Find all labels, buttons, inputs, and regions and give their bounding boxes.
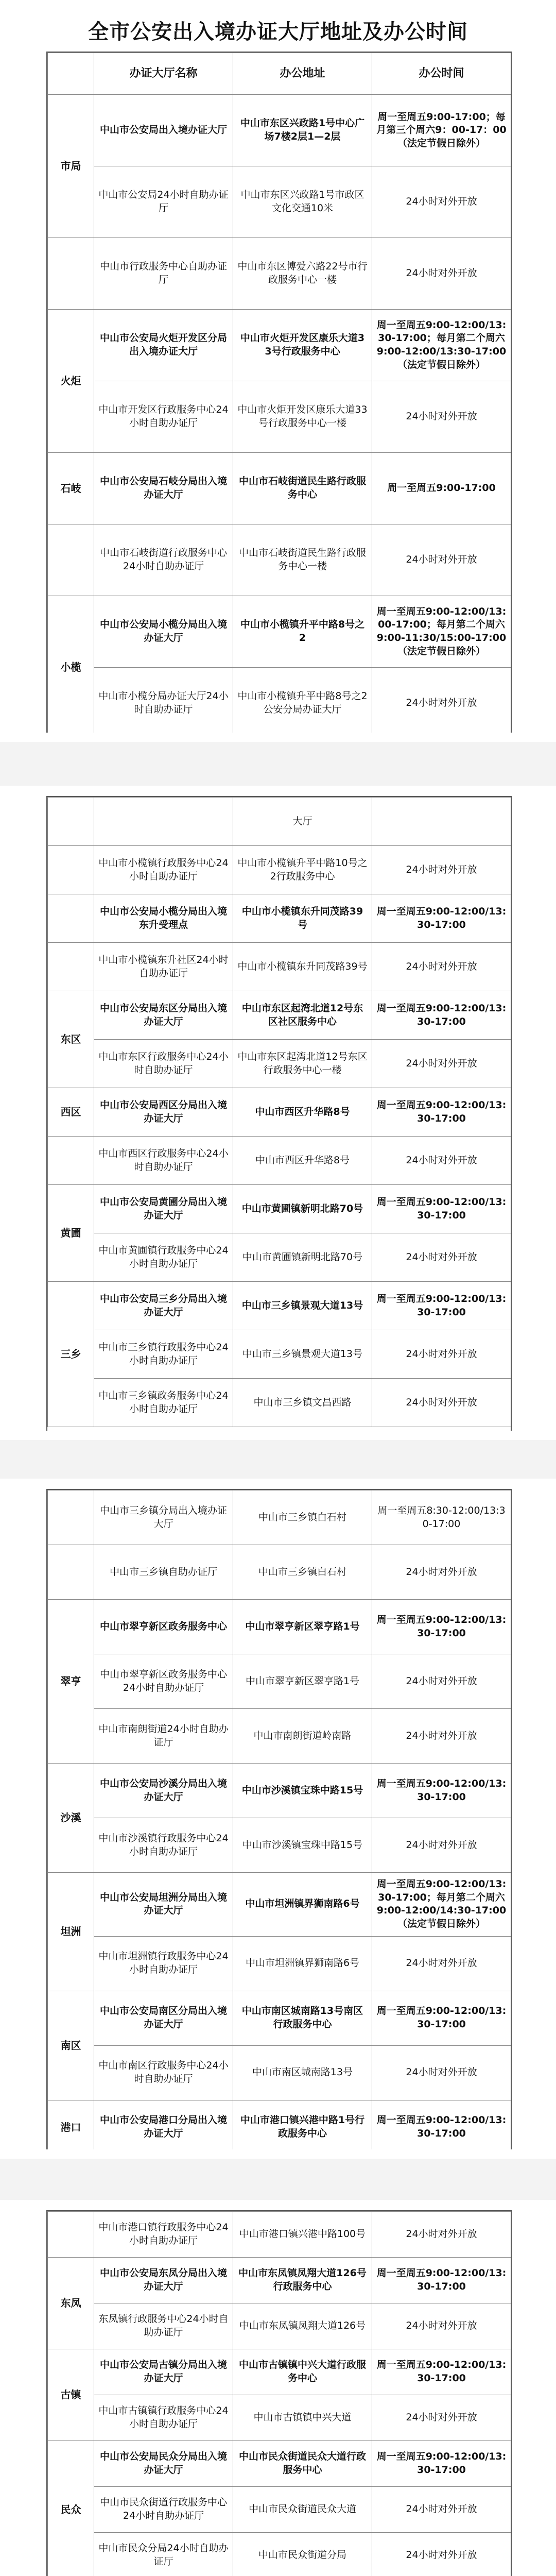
address-cell: 中山市民众街道民众大道: [233, 2487, 372, 2533]
hours-cell: 24小时对外开放: [372, 2045, 511, 2100]
table-row: [48, 1545, 511, 1600]
district-cell: 黄圃: [48, 1185, 94, 1282]
district-cell: 东凤: [48, 2258, 94, 2349]
address-cell: 中山市民众街道民众大道行政服务中心: [233, 2441, 372, 2487]
address-table-page: [46, 2210, 512, 2576]
address-cell: 中山市东区博爱六路22号市行政服务中心一楼: [233, 238, 372, 310]
hours-cell: 周一至周五9:00-12:00/13:30-17:00；每月第二个周六9:00-12:00/13:30-17:00（法定节假日除外）: [372, 310, 511, 381]
hall-name-cell: 中山市公安局黄圃分局出入境办证大厅: [94, 1185, 233, 1233]
address-cell: 中山市西区升华路8号: [233, 1137, 372, 1185]
hours-cell: 24小时对外开放: [372, 1936, 511, 1991]
table-row: [48, 894, 511, 943]
address-cell: 中山市小榄镇升平中路8号之2: [233, 596, 372, 668]
table-row: [48, 1088, 511, 1137]
address-cell: 中山市火炬开发区康乐大道33号行政服务中心一楼: [233, 381, 372, 453]
hall-name-cell: 中山市公安局24小时自助办证厅: [94, 166, 233, 238]
district-cell: [48, 894, 94, 943]
address-cell: 中山市石岐街道民生路行政服务中心: [233, 453, 372, 524]
page-separator: [0, 1440, 556, 1479]
hours-cell: [372, 798, 511, 846]
table-row: [48, 2395, 511, 2441]
address-cell: 中山市黄圃镇新明北路70号: [233, 1233, 372, 1282]
hours-cell: 周一至周五9:00-12:00/13:00-17:00；每月第二个周六9:00-11:30/15:00-17:00（法定节假日除外）: [372, 596, 511, 668]
column-header: 办公时间: [372, 53, 511, 95]
district-cell: [48, 846, 94, 894]
table-row: [48, 1600, 511, 1654]
hall-name-cell: 中山市公安局三乡分局出入境办证大厅: [94, 1282, 233, 1330]
column-header: 办证大厅名称: [94, 53, 233, 95]
hours-cell: 24小时对外开放: [372, 2487, 511, 2533]
district-cell: [48, 943, 94, 991]
address-cell: 中山市小榄镇升平中路10号之2行政服务中心: [233, 846, 372, 894]
address-cell: 中山市古镇镇中兴大道: [233, 2395, 372, 2441]
district-cell: [48, 1137, 94, 1185]
district-cell: [48, 238, 94, 310]
hours-cell: 24小时对外开放: [372, 668, 511, 733]
hours-cell: 周一至周五9:00-12:00/13:30-17:00: [372, 2441, 511, 2487]
address-cell: 中山市沙溪镇宝珠中路15号: [233, 1818, 372, 1873]
hours-cell: 24小时对外开放: [372, 2395, 511, 2441]
district-cell: [48, 524, 94, 596]
district-cell: 沙溪: [48, 1764, 94, 1873]
hall-name-cell: [94, 798, 233, 846]
address-cell: 中山市民众街道分局: [233, 2533, 372, 2576]
hall-name-cell: 中山市三乡镇政务服务中心24小时自助办证厅: [94, 1379, 233, 1427]
hall-name-cell: 东凤镇行政服务中心24小时自助办证厅: [94, 2303, 233, 2349]
address-table: [47, 53, 511, 733]
address-cell: 中山市古镇镇中兴大道行政服务中心: [233, 2349, 372, 2395]
hall-name-cell: 中山市公安局小榄分局出入境东升受理点: [94, 894, 233, 943]
hall-name-cell: 中山市公安局沙溪分局出入境办证大厅: [94, 1764, 233, 1818]
district-cell: [48, 2212, 94, 2258]
table-row: [48, 2441, 511, 2487]
hall-name-cell: 中山市港口镇行政服务中心24小时自助办证厅: [94, 2212, 233, 2258]
district-cell: [48, 1490, 94, 1545]
hall-name-cell: 中山市翠亨新区政务服务中心24小时自助办证厅: [94, 1654, 233, 1709]
address-cell: 大厅: [233, 798, 372, 846]
hall-name-cell: 中山市小榄分局办证大厅24小时自助办证厅: [94, 668, 233, 733]
address-cell: 中山市小榄镇东升同茂路39号: [233, 943, 372, 991]
district-cell: 三乡: [48, 1282, 94, 1427]
hours-cell: 周一至周五9:00-12:00/13:30-17:00: [372, 1088, 511, 1137]
district-cell: 东区: [48, 991, 94, 1088]
hall-name-cell: 中山市开发区行政服务中心24小时自助办证厅: [94, 381, 233, 453]
district-cell: 石岐: [48, 453, 94, 524]
hall-name-cell: 中山市公安局东凤分局出入境办证大厅: [94, 2258, 233, 2303]
hours-cell: 24小时对外开放: [372, 846, 511, 894]
table-row: [48, 166, 511, 238]
table-row: [48, 95, 511, 166]
table-row: [48, 2303, 511, 2349]
table-row: [48, 310, 511, 381]
hours-cell: 周一至周五9:00-17:00: [372, 453, 511, 524]
address-cell: 中山市翠亨新区翠亨路1号: [233, 1600, 372, 1654]
table-row: [48, 1233, 511, 1282]
district-cell: 翠亨: [48, 1600, 94, 1764]
address-cell: 中山市三乡镇白石村: [233, 1490, 372, 1545]
hours-cell: 周一至周五9:00-17:00；每月第三个周六9：00-17：00（法定节假日除外）: [372, 95, 511, 166]
table-row: [48, 2100, 511, 2149]
hours-cell: 24小时对外开放: [372, 1330, 511, 1379]
table-row: [48, 1764, 511, 1818]
table-row: [48, 453, 511, 524]
hours-cell: 周一至周五9:00-12:00/13:30-17:00；每月第二个周六9:00-12:00/14:30-17:00（法定节假日除外）: [372, 1873, 511, 1937]
district-cell: 港口: [48, 2100, 94, 2149]
page-separator: [0, 2159, 556, 2200]
hall-name-cell: 中山市行政服务中心自助办证厅: [94, 238, 233, 310]
address-cell: 中山市南区城南路13号: [233, 2045, 372, 2100]
hours-cell: 周一至周五9:00-12:00/13:30-17:00: [372, 1185, 511, 1233]
table-row: [48, 524, 511, 596]
hours-cell: 周一至周五9:00-12:00/13:30-17:00: [372, 1600, 511, 1654]
hours-cell: 周一至周五9:00-12:00/13:30-17:00: [372, 991, 511, 1040]
hall-name-cell: 中山市石岐街道行政服务中心24小时自助办证厅: [94, 524, 233, 596]
table-row: [48, 668, 511, 733]
hall-name-cell: 中山市公安局火炬开发区分局出入境办证大厅: [94, 310, 233, 381]
hours-cell: 24小时对外开放: [372, 524, 511, 596]
table-row: [48, 1709, 511, 1764]
hall-name-cell: 中山市公安局东区分局出入境办证大厅: [94, 991, 233, 1040]
table-row: [48, 381, 511, 453]
hours-cell: 24小时对外开放: [372, 1137, 511, 1185]
table-row: [48, 846, 511, 894]
hall-name-cell: 中山市公安局小榄分局出入境办证大厅: [94, 596, 233, 668]
address-cell: 中山市三乡镇景观大道13号: [233, 1282, 372, 1330]
hours-cell: 24小时对外开放: [372, 2303, 511, 2349]
address-cell: 中山市港口镇兴港中路100号: [233, 2212, 372, 2258]
table-row: [48, 2533, 511, 2576]
table-row: [48, 1654, 511, 1709]
address-cell: 中山市沙溪镇宝珠中路15号: [233, 1764, 372, 1818]
address-cell: 中山市西区升华路8号: [233, 1088, 372, 1137]
hall-name-cell: 中山市黄圃镇行政服务中心24小时自助办证厅: [94, 1233, 233, 1282]
address-table-page: [46, 52, 512, 733]
table-row: [48, 1185, 511, 1233]
address-cell: 中山市坦洲镇界狮南路6号: [233, 1936, 372, 1991]
hours-cell: 24小时对外开放: [372, 381, 511, 453]
hours-cell: 周一至周五9:00-12:00/13:30-17:00: [372, 2349, 511, 2395]
district-cell: 市局: [48, 95, 94, 238]
table-row: [48, 1282, 511, 1330]
district-cell: 小榄: [48, 596, 94, 733]
address-table-page: [46, 796, 512, 1431]
column-header: 办公地址: [233, 53, 372, 95]
address-cell: 中山市三乡镇白石村: [233, 1545, 372, 1600]
table-row: [48, 1330, 511, 1379]
hours-cell: 24小时对外开放: [372, 1379, 511, 1427]
hall-name-cell: 中山市公安局西区分局出入境办证大厅: [94, 1088, 233, 1137]
address-cell: 中山市三乡镇景观大道13号: [233, 1330, 372, 1379]
hours-cell: 周一至周五9:00-12:00/13:30-17:00: [372, 1991, 511, 2045]
hall-name-cell: 中山市三乡镇分局出入境办证大厅: [94, 1490, 233, 1545]
table-row: [48, 991, 511, 1040]
hours-cell: 24小时对外开放: [372, 1818, 511, 1873]
address-table-page: [46, 1489, 512, 2149]
address-cell: 中山市东区起湾北道12号东区社区服务中心: [233, 991, 372, 1040]
page-separator: [0, 742, 556, 786]
district-cell: 古镇: [48, 2349, 94, 2441]
hours-cell: 24小时对外开放: [372, 166, 511, 238]
district-cell: 火炬: [48, 310, 94, 453]
hours-cell: 周一至周五9:00-12:00/13:30-17:00: [372, 1282, 511, 1330]
table-row: [48, 2487, 511, 2533]
table-row: [48, 2045, 511, 2100]
table-row: [48, 1137, 511, 1185]
address-table: [47, 2211, 511, 2576]
hours-cell: 24小时对外开放: [372, 1233, 511, 1282]
hall-name-cell: 中山市公安局民众分局出入境办证大厅: [94, 2441, 233, 2487]
hours-cell: 周一至周五9:00-12:00/13:30-17:00: [372, 2258, 511, 2303]
table-row: [48, 1040, 511, 1088]
address-cell: 中山市黄圃镇新明北路70号: [233, 1185, 372, 1233]
page-title: 全市公安出入境办证大厅地址及办公时间: [88, 20, 468, 44]
district-cell: 民众: [48, 2441, 94, 2576]
address-cell: 中山市东凤镇凤翔大道126号: [233, 2303, 372, 2349]
address-cell: 中山市小榄镇东升同茂路39号: [233, 894, 372, 943]
hours-cell: 24小时对外开放: [372, 238, 511, 310]
table-row: [48, 1490, 511, 1545]
table-row: [48, 1818, 511, 1873]
hours-cell: 24小时对外开放: [372, 1709, 511, 1764]
hall-name-cell: 中山市南朗街道24小时自助办证厅: [94, 1709, 233, 1764]
hall-name-cell: 中山市东区行政服务中心24小时自助办证厅: [94, 1040, 233, 1088]
table-row: [48, 1873, 511, 1937]
hall-name-cell: 中山市小榄镇行政服务中心24小时自助办证厅: [94, 846, 233, 894]
hall-name-cell: 中山市西区行政服务中心24小时自助办证厅: [94, 1137, 233, 1185]
table-row: [48, 2212, 511, 2258]
hall-name-cell: 中山市古镇镇行政服务中心24小时自助办证厅: [94, 2395, 233, 2441]
hall-name-cell: 中山市民众分局24小时自助办证厅: [94, 2533, 233, 2576]
hours-cell: 周一至周五8:30-12:00/13:30-17:00: [372, 1490, 511, 1545]
address-cell: 中山市港口镇兴港中路1号行政服务中心: [233, 2100, 372, 2149]
address-cell: 中山市南朗街道岭南路: [233, 1709, 372, 1764]
hall-name-cell: 中山市公安局坦洲分局出入境办证大厅: [94, 1873, 233, 1937]
address-cell: 中山市东凤镇凤翔大道126号行政服务中心: [233, 2258, 372, 2303]
hours-cell: 周一至周五9:00-12:00/13:30-17:00: [372, 2100, 511, 2149]
address-cell: 中山市南区城南路13号南区行政服务中心: [233, 1991, 372, 2045]
table-row: [48, 1936, 511, 1991]
hall-name-cell: 中山市公安局港口分局出入境办证大厅: [94, 2100, 233, 2149]
table-row: [48, 798, 511, 846]
hours-cell: 24小时对外开放: [372, 1654, 511, 1709]
hall-name-cell: 中山市公安局南区分局出入境办证大厅: [94, 1991, 233, 2045]
hours-cell: 24小时对外开放: [372, 943, 511, 991]
hours-cell: 24小时对外开放: [372, 2212, 511, 2258]
district-cell: [48, 798, 94, 846]
hall-name-cell: 中山市南区行政服务中心24小时自助办证厅: [94, 2045, 233, 2100]
table-row: [48, 2258, 511, 2303]
address-cell: 中山市东区兴政路1号中心广场7楼2层1—2层: [233, 95, 372, 166]
hall-name-cell: 中山市公安局出入境办证大厅: [94, 95, 233, 166]
table-row: [48, 1991, 511, 2045]
table-row: [48, 238, 511, 310]
hours-cell: 周一至周五9:00-12:00/13:30-17:00: [372, 894, 511, 943]
address-cell: 中山市东区兴政路1号市政区文化交通10米: [233, 166, 372, 238]
district-cell: 坦洲: [48, 1873, 94, 1991]
address-cell: 中山市三乡镇文昌西路: [233, 1379, 372, 1427]
district-cell: [48, 1545, 94, 1600]
address-cell: 中山市石岐街道民生路行政服务中心一楼: [233, 524, 372, 596]
hall-name-cell: 中山市坦洲镇行政服务中心24小时自助办证厅: [94, 1936, 233, 1991]
table-row: [48, 2349, 511, 2395]
hall-name-cell: 中山市民众街道行政服务中心24小时自助办证厅: [94, 2487, 233, 2533]
table-row: [48, 943, 511, 991]
district-cell: 西区: [48, 1088, 94, 1137]
hall-name-cell: 中山市公安局石岐分局出入境办证大厅: [94, 453, 233, 524]
hall-name-cell: 中山市三乡镇行政服务中心24小时自助办证厅: [94, 1330, 233, 1379]
address-cell: 中山市翠亨新区翠亨路1号: [233, 1654, 372, 1709]
hours-cell: 24小时对外开放: [372, 1545, 511, 1600]
hall-name-cell: 中山市小榄镇东升社区24小时自助办证厅: [94, 943, 233, 991]
address-cell: 中山市小榄镇升平中路8号之2公安分局办证大厅: [233, 668, 372, 733]
hours-cell: 24小时对外开放: [372, 2533, 511, 2576]
hours-cell: 24小时对外开放: [372, 1040, 511, 1088]
hours-cell: 周一至周五9:00-12:00/13:30-17:00: [372, 1764, 511, 1818]
hall-name-cell: 中山市翠亨新区政务服务中心: [94, 1600, 233, 1654]
hall-name-cell: 中山市沙溪镇行政服务中心24小时自助办证厅: [94, 1818, 233, 1873]
hall-name-cell: 中山市三乡镇自助办证厅: [94, 1545, 233, 1600]
hall-name-cell: 中山市公安局古镇分局出入境办证大厅: [94, 2349, 233, 2395]
header-district: [48, 53, 94, 95]
district-cell: 南区: [48, 1991, 94, 2100]
address-cell: 中山市坦洲镇界狮南路6号: [233, 1873, 372, 1937]
address-table: [47, 797, 511, 1427]
table-row: [48, 1379, 511, 1427]
address-table: [47, 1490, 511, 2149]
address-cell: 中山市火炬开发区康乐大道33号行政服务中心: [233, 310, 372, 381]
table-row: [48, 596, 511, 668]
address-cell: 中山市东区起湾北道12号东区行政服务中心一楼: [233, 1040, 372, 1088]
